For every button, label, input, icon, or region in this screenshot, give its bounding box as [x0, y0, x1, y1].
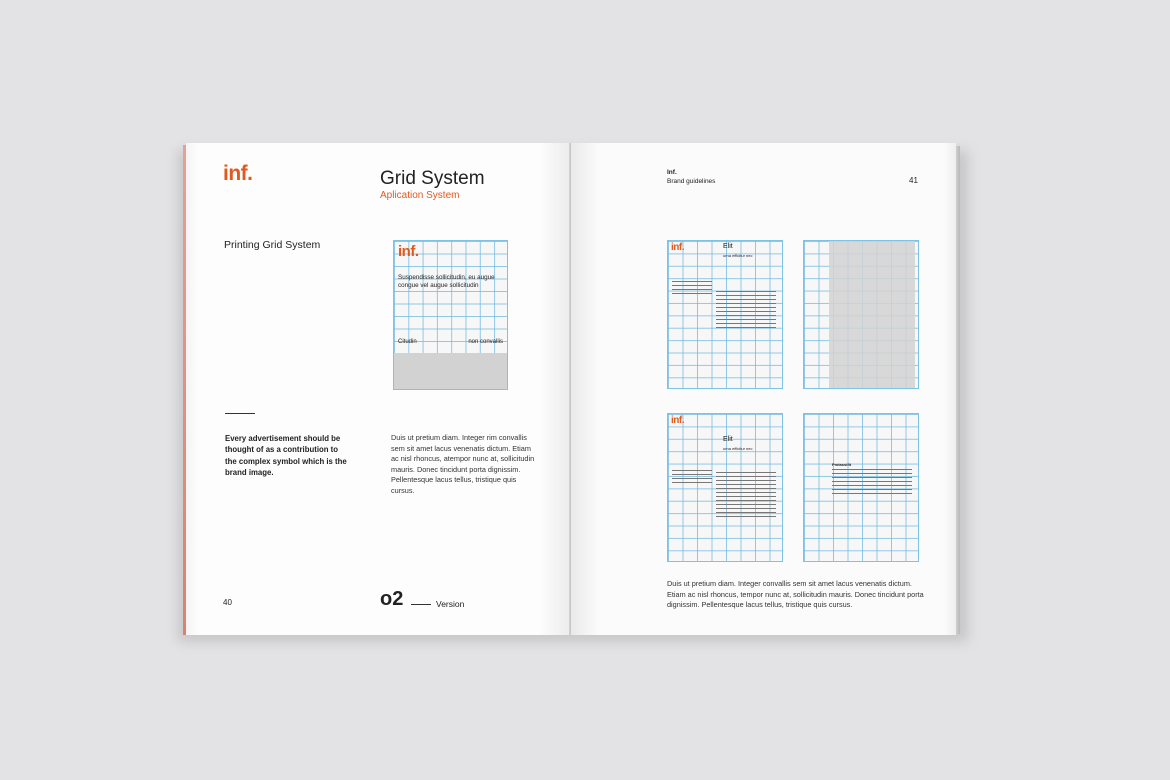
- grid-thumbnail-1: [667, 240, 783, 389]
- image-placeholder: [394, 353, 507, 389]
- body-text: Duis ut pretium diam. Integer rim convallis sem sit amet lacus venenatis dictum. Etiam ac nisl rhoncus, atempor nunc at, sollicitudin mauris. Donec tincidunt porta dignissim. Pellentesque lacus tellus, tristique quis cursus.: [391, 433, 535, 495]
- sample-logo: inf.: [398, 243, 419, 260]
- thumb-text-block: [672, 281, 712, 297]
- brand-logo: inf.: [223, 162, 253, 185]
- image-placeholder: [829, 241, 915, 388]
- thumb-text-block: [716, 291, 776, 331]
- grid-thumbnail-2: [803, 240, 919, 389]
- sample-headline: Suspendisse sollicitudin, eu augue congue vel augue sollicitudin: [398, 274, 495, 289]
- quote-divider: [225, 413, 255, 414]
- thumb-title: Pmtassifit: [832, 462, 852, 467]
- version-label: Version: [436, 599, 465, 609]
- version-number: o2: [380, 588, 404, 610]
- page-subtitle: Aplication System: [380, 190, 460, 201]
- body-text: Duis ut pretium diam. Integer convallis sem sit amet lacus venenatis dictum. Etiam ac nisl rhoncus, tempor nunc at, sollicitudin mauris. Donec tincidunt porta dignissim. Pellentesque lacus tellus, tristique quis cursus.: [667, 579, 924, 609]
- brand-quote: Every advertisement should be thought of as a contribution to the complex symbol which is the brand image.: [225, 434, 347, 477]
- thumb-logo: inf.: [671, 415, 684, 426]
- thumb-subtitle: urna efficitur nec: [723, 253, 753, 258]
- thumb-text-block: [832, 469, 912, 495]
- sample-right-caption: non convallis: [468, 339, 503, 345]
- version-dash: [411, 604, 431, 605]
- left-page: [186, 143, 570, 635]
- page-title: Grid System: [380, 168, 485, 189]
- thumb-text-block: [672, 470, 712, 486]
- right-page: [571, 143, 956, 635]
- grid-thumbnail-3: [667, 413, 783, 562]
- section-heading: Printing Grid System: [224, 239, 321, 251]
- header-brand-sub: Brand guidelines: [667, 178, 716, 185]
- thumb-title: Elit: [723, 436, 733, 443]
- grid-sample-thumbnail: [393, 240, 508, 390]
- thumb-logo: inf.: [671, 242, 684, 253]
- thumb-subtitle: urna efficitur nec: [723, 446, 753, 451]
- sample-left-caption: Citudin: [398, 339, 417, 345]
- page-number: 41: [909, 176, 918, 185]
- thumb-title: Elit: [723, 243, 733, 250]
- header-brand: Inf.: [667, 169, 677, 176]
- page-stack-edge: [956, 146, 960, 634]
- thumb-text-block: [716, 472, 776, 520]
- grid-thumbnail-4: [803, 413, 919, 562]
- page-number: 40: [223, 598, 232, 607]
